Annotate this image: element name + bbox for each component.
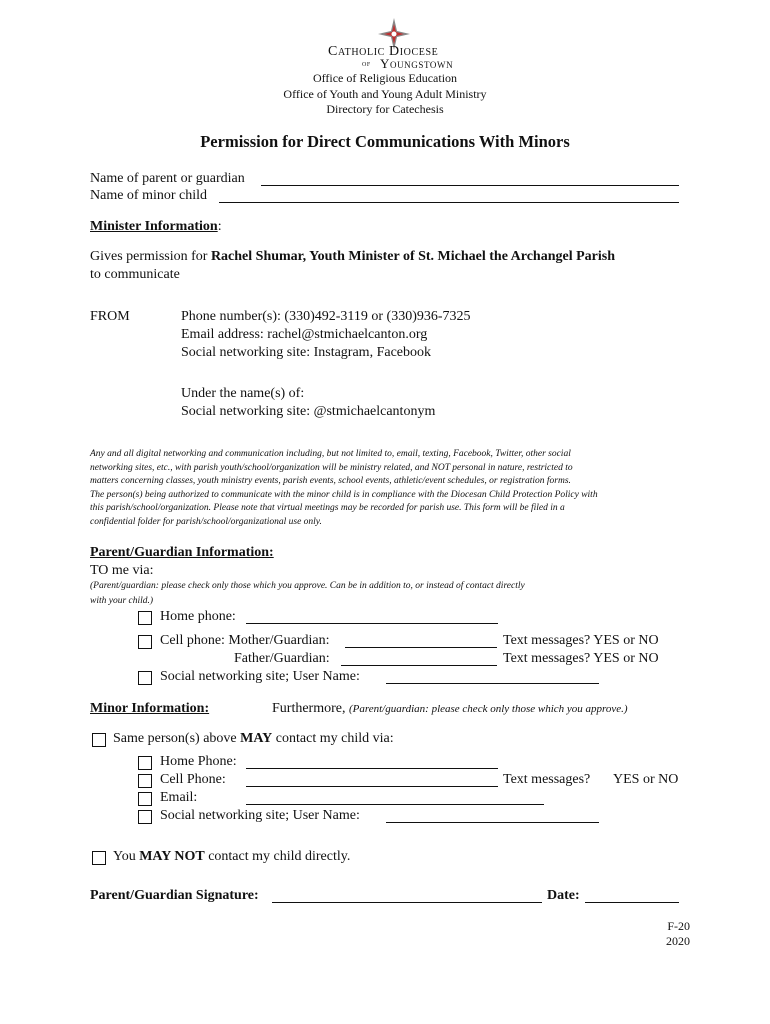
minister-heading: Minister Information: [90,219,222,234]
minor-social-checkbox[interactable] [138,810,152,824]
minister-social-name: Social networking site: @stmichaelcantonym [181,404,436,419]
disclaimer-line: Any and all digital networking and communication including, but not limited to, email, texting, Facebook, Twitter, other social [90,449,571,459]
minor-email-label: Email: [160,790,198,805]
cell-phone-label: Cell phone: Mother/Guardian: [160,633,330,648]
mother-text-messages: Text messages? YES or NO [503,633,659,648]
home-phone-checkbox[interactable] [138,611,152,625]
minor-home-phone-checkbox[interactable] [138,756,152,770]
same-person-checkbox[interactable] [92,733,106,747]
parent-note-1: (Parent/guardian: please check only those which you approve. Can be in addition to, or instead of contact directly [90,581,525,591]
minister-social: Social networking site: Instagram, Facebook [181,345,431,360]
disclaimer-line: The person(s) being authorized to communicate with the minor child is in compliance with the Diocesan Child Protection Policy with [90,489,598,500]
minister-email: Email address: rachel@stmichaelcanton.org [181,327,428,342]
minor-email-field[interactable] [246,804,544,805]
disclaimer-line: matters concerning classes, youth ministry events, parish events, school events, athletic/event schedules, or registration forms. [90,476,571,486]
father-phone-field[interactable] [341,665,497,666]
disclaimer [90,448,598,529]
form-number: F-20 [667,919,690,933]
home-phone-field[interactable] [246,623,498,624]
minor-cell-phone-checkbox[interactable] [138,774,152,788]
furthermore: Furthermore, (Parent/guardian: please check only those which you approve.) [272,701,628,716]
from-label: FROM [90,309,130,324]
cell-phone-checkbox[interactable] [138,635,152,649]
parent-social-checkbox[interactable] [138,671,152,685]
directory-catechesis: Directory for Catechesis [326,102,444,116]
date-field[interactable] [585,902,679,903]
home-phone-label: Home phone: [160,609,236,624]
parent-social-label: Social networking site; User Name: [160,669,360,684]
minor-yes-no: YES or NO [613,772,679,787]
logo-line1: Catholic Diocese [328,44,439,59]
to-communicate: to communicate [90,267,180,282]
gives-permission: Gives permission for Rachel Shumar, Youth Minister of St. Michael the Archangel Parish [90,249,615,264]
may-not-checkbox[interactable] [92,851,106,865]
minor-heading: Minor Information: [90,701,210,716]
mother-phone-field[interactable] [345,647,497,648]
minor-name-field[interactable] [219,202,679,203]
minor-social-label: Social networking site; User Name: [160,808,360,823]
same-person-label: Same person(s) above MAY contact my child via: [113,731,394,746]
form-year: 2020 [666,934,690,948]
page-title: Permission for Direct Communications With Minors [200,132,570,151]
minor-home-phone-field[interactable] [246,768,498,769]
minor-name-label: Name of minor child [90,188,208,203]
parent-heading: Parent/Guardian Information: [90,545,274,560]
disclaimer-line: this parish/school/organization. Please note that virtual meetings may be recorded for parish use. This form will be filed in a [90,503,565,513]
disclaimer-line: networking sites, etc., with parish youth/school/organization will be ministry related, and NOT personal in nature, restricted to [90,462,573,473]
minor-cell-phone-label: Cell Phone: [160,772,226,787]
date-label: Date: [547,888,580,903]
minister-phone: Phone number(s): (330)492-3119 or (330)936-7325 [181,309,471,324]
minor-home-phone-label: Home Phone: [160,754,237,769]
office-religious-education: Office of Religious Education [312,71,458,85]
under-names: Under the name(s) of: [181,386,305,401]
may-not-label: You MAY NOT contact my child directly. [113,849,351,864]
parent-name-field[interactable] [261,185,679,186]
office-youth-ministry: Office of Youth and Young Adult Ministry [283,87,487,101]
logo-line2: Youngstown [380,56,454,71]
to-me-via: TO me via: [90,563,154,578]
father-text-messages: Text messages? YES or NO [503,651,659,666]
minor-text-messages: Text messages? [503,772,591,787]
parent-name-label: Name of parent or guardian [90,171,245,186]
minor-cell-phone-field[interactable] [246,786,498,787]
minor-email-checkbox[interactable] [138,792,152,806]
father-label: Father/Guardian: [234,651,330,666]
minor-social-field[interactable] [386,822,599,823]
disclaimer-line: confidential folder for parish/school/organizational use only. [90,516,322,527]
signature-field[interactable] [272,902,542,903]
signature-label: Parent/Guardian Signature: [90,888,259,903]
logo-line2-small: of [362,58,371,68]
parent-social-field[interactable] [386,683,599,684]
parent-note-2: with your child.) [90,596,154,606]
